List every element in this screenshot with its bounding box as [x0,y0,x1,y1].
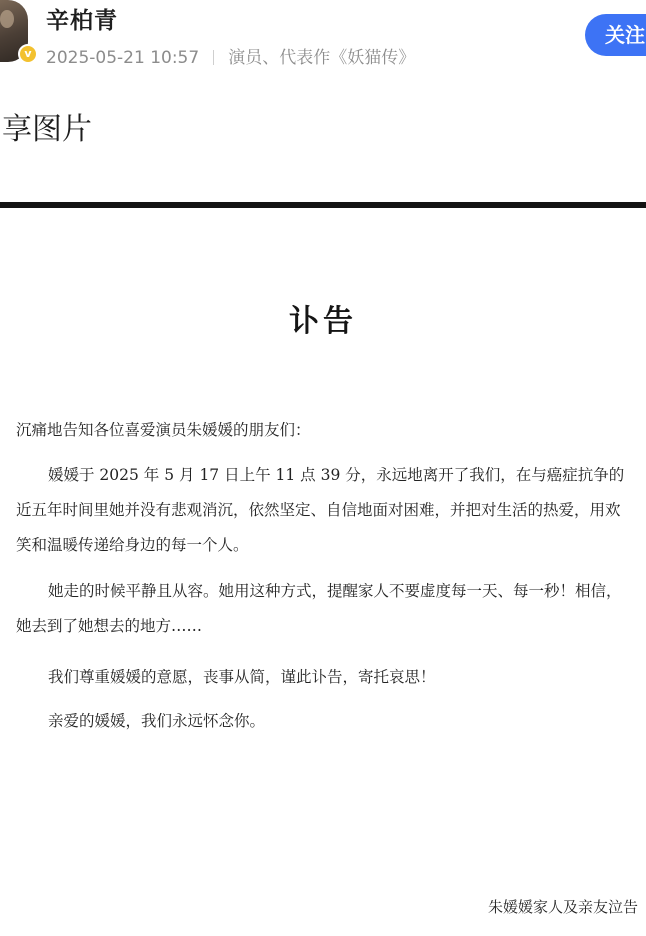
document-paragraph: 媛媛于 2025 年 5 月 17 日上午 11 点 39 分，永远地离开了我们，在与癌症抗争的近五年时间里她并没有悲观消沉，依然坚定、自信地面对困难，并把对生活的热爱，用欢笑和温暖传递给身边的每一个人。 [16,466,625,554]
post-timestamp: 2025-05-21 10:57 [46,48,200,68]
verified-badge-icon: v [18,44,38,64]
meta-divider [213,50,214,65]
user-name[interactable]: 辛柏青 [46,8,118,34]
document-title: 讣告 [289,304,357,339]
follow-button[interactable]: 关注 [585,14,646,56]
user-bio: 演员、代表作《妖猫传》 [228,48,416,68]
share-title: 享图片 [2,112,92,147]
post-header [0,0,646,80]
document-paragraph: 她走的时候平静且从容。她用这种方式，提醒家人不要虚度每一天、每一秒！相信，她去到了她想去的地方…… [16,582,622,635]
obituary-document [0,208,646,936]
document-paragraph: 亲爱的媛媛，我们永远怀念你。 [48,712,266,730]
post-meta [46,43,415,68]
document-signature: 朱媛媛家人及亲友泣告 [487,898,638,916]
document-salutation: 沉痛地告知各位喜爱演员朱媛媛的朋友们： [16,421,311,439]
document-paragraph: 我们尊重媛媛的意愿，丧事从简，谨此讣告，寄托哀思！ [48,668,436,686]
